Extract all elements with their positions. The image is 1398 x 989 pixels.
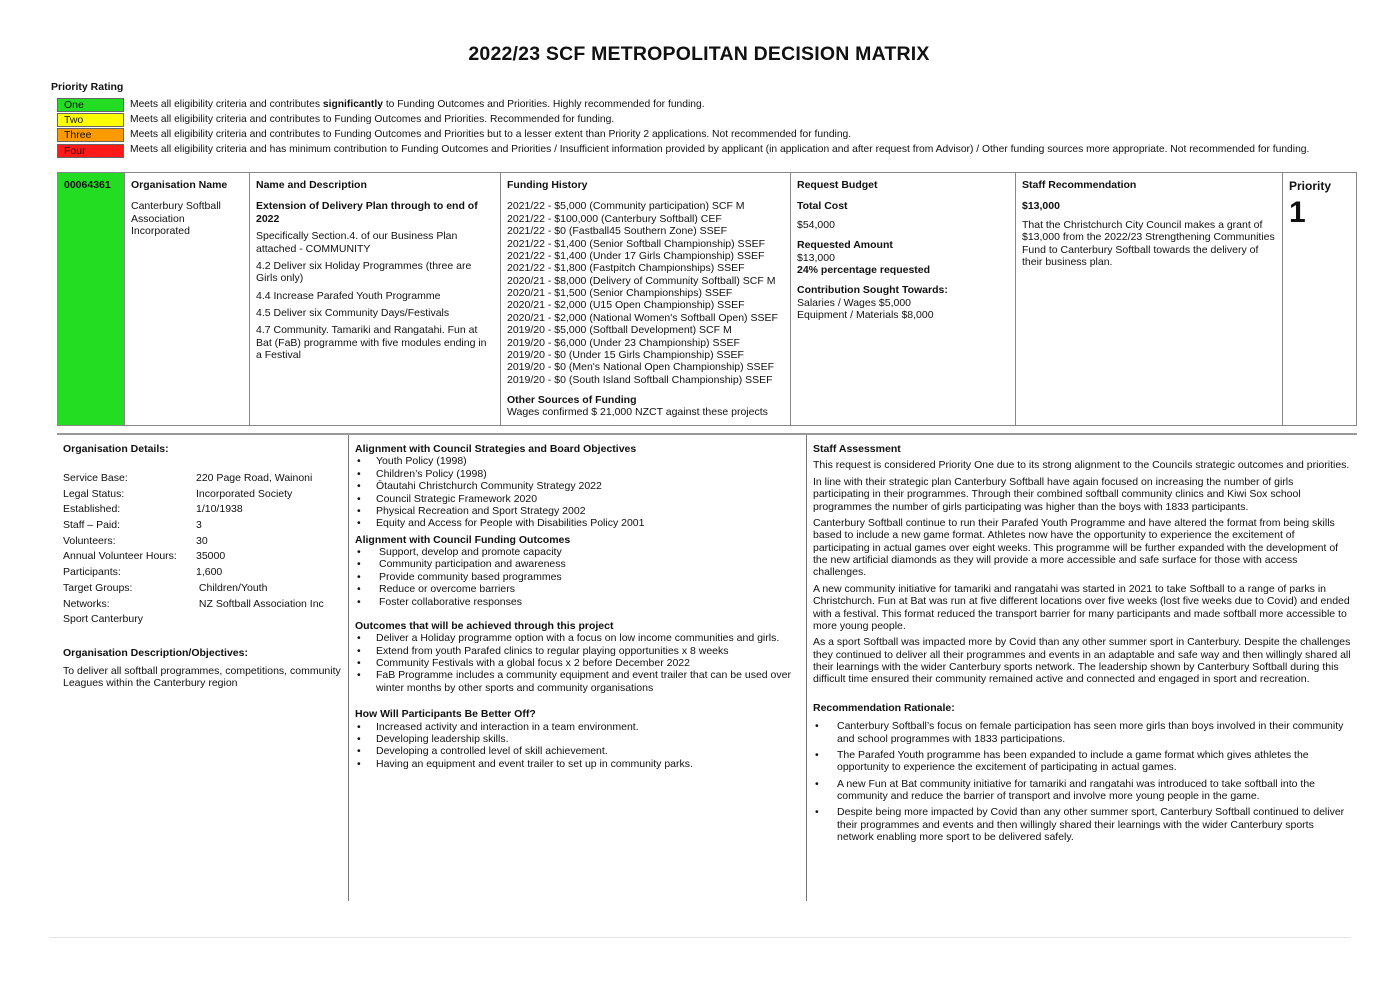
funding-outcomes-heading: Alignment with Council Funding Outcomes [355,533,571,546]
list-item: • A new Fun at Bat community initiative for tamariki and rangatahi was introduced to take softball into the community and reduce the barrier of transport and involve more young people in the game. [813,778,1351,803]
funding-history-item: 2019/20 - $0 (Under 15 Girls Championship) SSEF [507,348,744,361]
other-sources-heading: Other Sources of Funding [507,394,637,406]
list-item: • FaB Programme includes a community equipment and event trailer that can be used over winter months by other sports and community organisations [355,669,800,694]
desc-item: 4.2 Deliver six Holiday Programmes (three are Girls only) [256,259,472,285]
detail-extra: Sport Canterbury [63,613,143,626]
desc-item: 4.7 Community. Tamariki and Rangatahi. Fun at Bat (FaB) programme with five modules ending in a Festival [256,324,487,362]
org-name: Canterbury Softball Association Incorporated [131,200,221,238]
staff-assessment-heading: Staff Assessment [813,443,901,455]
requested-amount-label: Requested Amount [797,239,893,252]
assessment-paragraph: This request is considered Priority One due to its strong alignment to the Councils strategic outcomes and priorities. [813,459,1350,472]
funding-history-item: 2019/20 - $0 (Men's National Open Championship) SSEF [507,361,774,374]
list-item: • The Parafed Youth programme has been expanded to include a game format which gives athletes the opportunity to experience the excitement of participating in actual games. [813,749,1351,774]
list-item: • Physical Recreation and Sport Strategy 2002 [355,505,800,517]
priority-swatch-two: Two [57,113,124,127]
list-item: • Deliver a Holiday programme option with a focus on low income communities and girls. [355,632,800,644]
priority-row-three [57,128,1309,143]
detail-row: Established: 1/10/1938 [63,503,243,516]
org-name-heading: Organisation Name [131,179,228,191]
contribution-label: Contribution Sought Towards: [797,284,948,297]
priority-row-four [57,143,1309,158]
list-item: • Extend from youth Parafed clinics to regular playing opportunities x 8 weeks [355,645,800,657]
other-sources: Wages confirmed $ 21,000 NZCT against these projects [507,406,768,419]
desc-item: Specifically Section.4. of our Business Plan attached - COMMUNITY [256,230,458,255]
assessment-paragraph: Canterbury Softball continue to run their Parafed Youth Programme and have altered the format from being skills based to include a new game format. Athletes now have the opportunity to experience the excitement of participating in actual games over eight weeks. This programme will be further expanded with the development of the new artificial diamonds as they will provide a more accessible and safe surface for those with access challenges. [813,516,1339,579]
detail-row: Legal Status: Incorporated Society [63,487,293,500]
detail-row: Target Groups: Children/Youth [63,581,268,594]
description-heading: Name and Description [256,179,367,191]
priority-desc-two: Meets all eligibility criteria and contributes to Funding Outcomes and Priorities. Recommended for funding. [130,113,615,125]
application-summary-table [57,172,1357,426]
priority-rating-heading: Priority Rating [51,81,124,93]
staff-recommendation-text: That the Christchurch City Council makes a grant of $13,000 from the 2022/23 Strengthening Communities Fund to Canterbury Softball towards the delivery of their business plan. [1022,218,1275,268]
application-id: 00064361 [58,173,125,425]
funding-history-item: 2020/21 - $2,000 (U15 Open Championship) SSEF [507,299,745,312]
detail-row: Networks: NZ Softball Association Inc [63,597,324,610]
strategies-list [355,455,800,529]
total-cost-label: Total Cost [797,200,848,213]
funding-history-item: 2021/22 - $1,400 (Under 17 Girls Championship) SSEF [507,249,765,262]
description-cell [250,173,501,425]
page-title: 2022/23 SCF METROPOLITAN DECISION MATRIX [468,43,930,65]
assessment-paragraph: As a sport Softball was impacted more by Covid than any other summer sport in Canterbury. Despite the challenges they continued to deliver all their programmes and events in an adaptable and safe way and then willingly shared all their learnings with the wider Canterbury sports network. The leadership shown by Canterbury Softball during this difficult time ensured their community remained active and connected and engaged in sport and recreation. [813,636,1351,686]
priority-row-one [57,97,1309,112]
funding-history-item: 2019/20 - $0 (South Island Softball Championship) SSEF [507,373,773,386]
achieved-heading: Outcomes that will be achieved through this project [355,619,614,632]
list-item: • Foster collaborative responses [355,596,800,608]
funding-history-heading: Funding History [507,179,588,191]
staff-assessment-column [806,435,1357,901]
priority-desc-four: Meets all eligibility criteria and has minimum contribution to Funding Outcomes and Priorities / Insufficient information provided by applicant (in application and after request from Advisor) / Other funding sources more appropriate. Not recommended for funding. [130,144,1310,156]
list-item: • Developing leadership skills. [355,733,800,745]
organisation-details-column [57,435,348,901]
contribution-item: Salaries / Wages $5,000 [797,296,912,309]
org-name-cell [125,173,250,425]
funding-history-item: 2019/20 - $6,000 (Under 23 Championship) SSEF [507,336,740,349]
detail-row: Participants: 1,600 [63,566,223,579]
list-item: • Community participation and awareness [355,558,800,570]
funding-history-cell [501,173,791,425]
funding-history-list [507,200,784,386]
contribution-item: Equipment / Materials $8,000 [797,309,934,321]
priority-value: 1 [1289,196,1306,230]
org-details-heading: Organisation Details: [63,443,169,455]
funding-history-item: 2021/22 - $1,400 (Senior Softball Championship) SSEF [507,237,765,250]
desc-item: 4.4 Increase Parafed Youth Programme [256,289,441,302]
details-section [57,433,1357,899]
funding-outcomes-list [355,546,800,608]
rationale-heading: Recommendation Rationale: [813,701,955,714]
alignment-column [348,435,806,901]
funding-history-item: 2021/22 - $5,000 (Community participation) SCF M [507,200,745,213]
funding-history-item: 2020/21 - $8,000 (Delivery of Community Softball) SCF M [507,274,776,287]
assessment-paragraph: In line with their strategic plan Canterbury Softball have again focused on increasing the number of girls participating in their programmes. Through their combined softball community clinics and Kiwi Sox school programmes the number of girls participating was higher than the boys with 1833 participants. [813,475,1301,513]
assessment-paragraph: A new community initiative for tamariki and rangatahi was started in 2021 to take Softball to a range of parks in Christchurch. Fun at Bat was run at five different locations over five weeks (lost five weeks due to Covid) and ended with a festival. This format reduced the transport barrier for many participants and made softball more accessible to more young people. [813,582,1350,632]
rationale-list [813,720,1351,843]
strategies-heading: Alignment with Council Strategies and Board Objectives [355,443,637,455]
list-item: • Support, develop and promote capacity [355,546,800,558]
list-item: • Canterbury Softball’s focus on female participation has seen more girls than boys involved in their community and school programmes with 1833 participations. [813,720,1351,745]
detail-row: Volunteers: 30 [63,534,208,547]
org-description-heading: Organisation Description/Objectives: [63,647,248,660]
list-item: • Equity and Access for People with Disabilities Policy 2001 [355,517,800,529]
achieved-list [355,632,800,694]
funding-history-item: 2020/21 - $2,000 (National Women's Softball Open) SSEF [507,311,778,324]
list-item: • Council Strategic Framework 2020 [355,493,800,505]
priority-heading: Priority [1289,179,1332,193]
request-budget-cell [791,173,1016,425]
staff-recommendation-heading: Staff Recommendation [1022,179,1137,191]
list-item: • Provide community based programmes [355,571,800,583]
priority-rating-legend [57,97,1309,158]
priority-swatch-one: One [57,98,124,112]
detail-row: Staff – Paid: 3 [63,519,202,532]
list-item: • Youth Policy (1998) [355,455,800,467]
funding-history-item: 2021/22 - $1,800 (Fastpitch Championships) SSEF [507,262,745,275]
list-item: • Reduce or overcome barriers [355,583,800,595]
funding-history-item: 2021/22 - $0 (Fastball45 Southern Zone) SSEF [507,225,728,238]
list-item: • Community Festivals with a global focus x 2 before December 2022 [355,657,800,669]
list-item: • Having an equipment and event trailer to set up in community parks. [355,758,800,770]
list-item: • Increased activity and interaction in a team environment. [355,721,800,733]
better-off-heading: How Will Participants Be Better Off? [355,708,536,721]
requested-amount: $13,000 [797,251,835,264]
list-item: • Developing a controlled level of skill achievement. [355,745,800,757]
staff-recommendation-cell [1016,173,1283,425]
funding-history-item: 2019/20 - $5,000 (Softball Development) SCF M [507,324,732,337]
priority-row-two [57,112,1309,127]
funding-history-item: 2021/22 - $100,000 (Canterbury Softball) CEF [507,212,722,225]
priority-desc-three: Meets all eligibility criteria and contributes to Funding Outcomes and Priorities but to a lesser extent than Priority 2 applications. Not recommended for funding. [130,129,852,141]
priority-desc-one: Meets all eligibility criteria and contributes significantly to Funding Outcomes and Priorities. Highly recommended for funding. [130,98,705,110]
requested-percentage: 24% percentage requested [797,263,931,276]
desc-item: 4.5 Deliver six Community Days/Festivals [256,307,450,319]
staff-recommended-amount: $13,000 [1022,200,1060,213]
total-cost: $54,000 [797,218,835,231]
funding-history-item: 2020/21 - $1,500 (Senior Championships) SSEF [507,287,733,299]
list-item: • Children’s Policy (1998) [355,468,800,480]
priority-swatch-three: Three [57,128,124,142]
list-item: • Despite being more impacted by Covid than any other summer sport, Canterbury Softball continued to deliver their programmes and events and then willingly shared their learnings with the wider Canterbury sports network enabling more sport to be delivered safely. [813,806,1351,843]
project-title: Extension of Delivery Plan through to end of 2022 [256,200,478,225]
detail-row: Annual Volunteer Hours: 35000 [63,550,226,563]
better-off-list [355,721,800,771]
footer-divider [49,937,1351,938]
org-description: To deliver all softball programmes, competitions, community Leagues within the Canterbury region [63,664,341,689]
list-item: • Ōtautahi Christchurch Community Strategy 2022 [355,480,800,492]
request-budget-heading: Request Budget [797,179,878,191]
detail-row: Service Base: 220 Page Road, Wainoni [63,472,313,485]
priority-swatch-four: Four [57,144,124,158]
priority-cell [1283,173,1356,425]
